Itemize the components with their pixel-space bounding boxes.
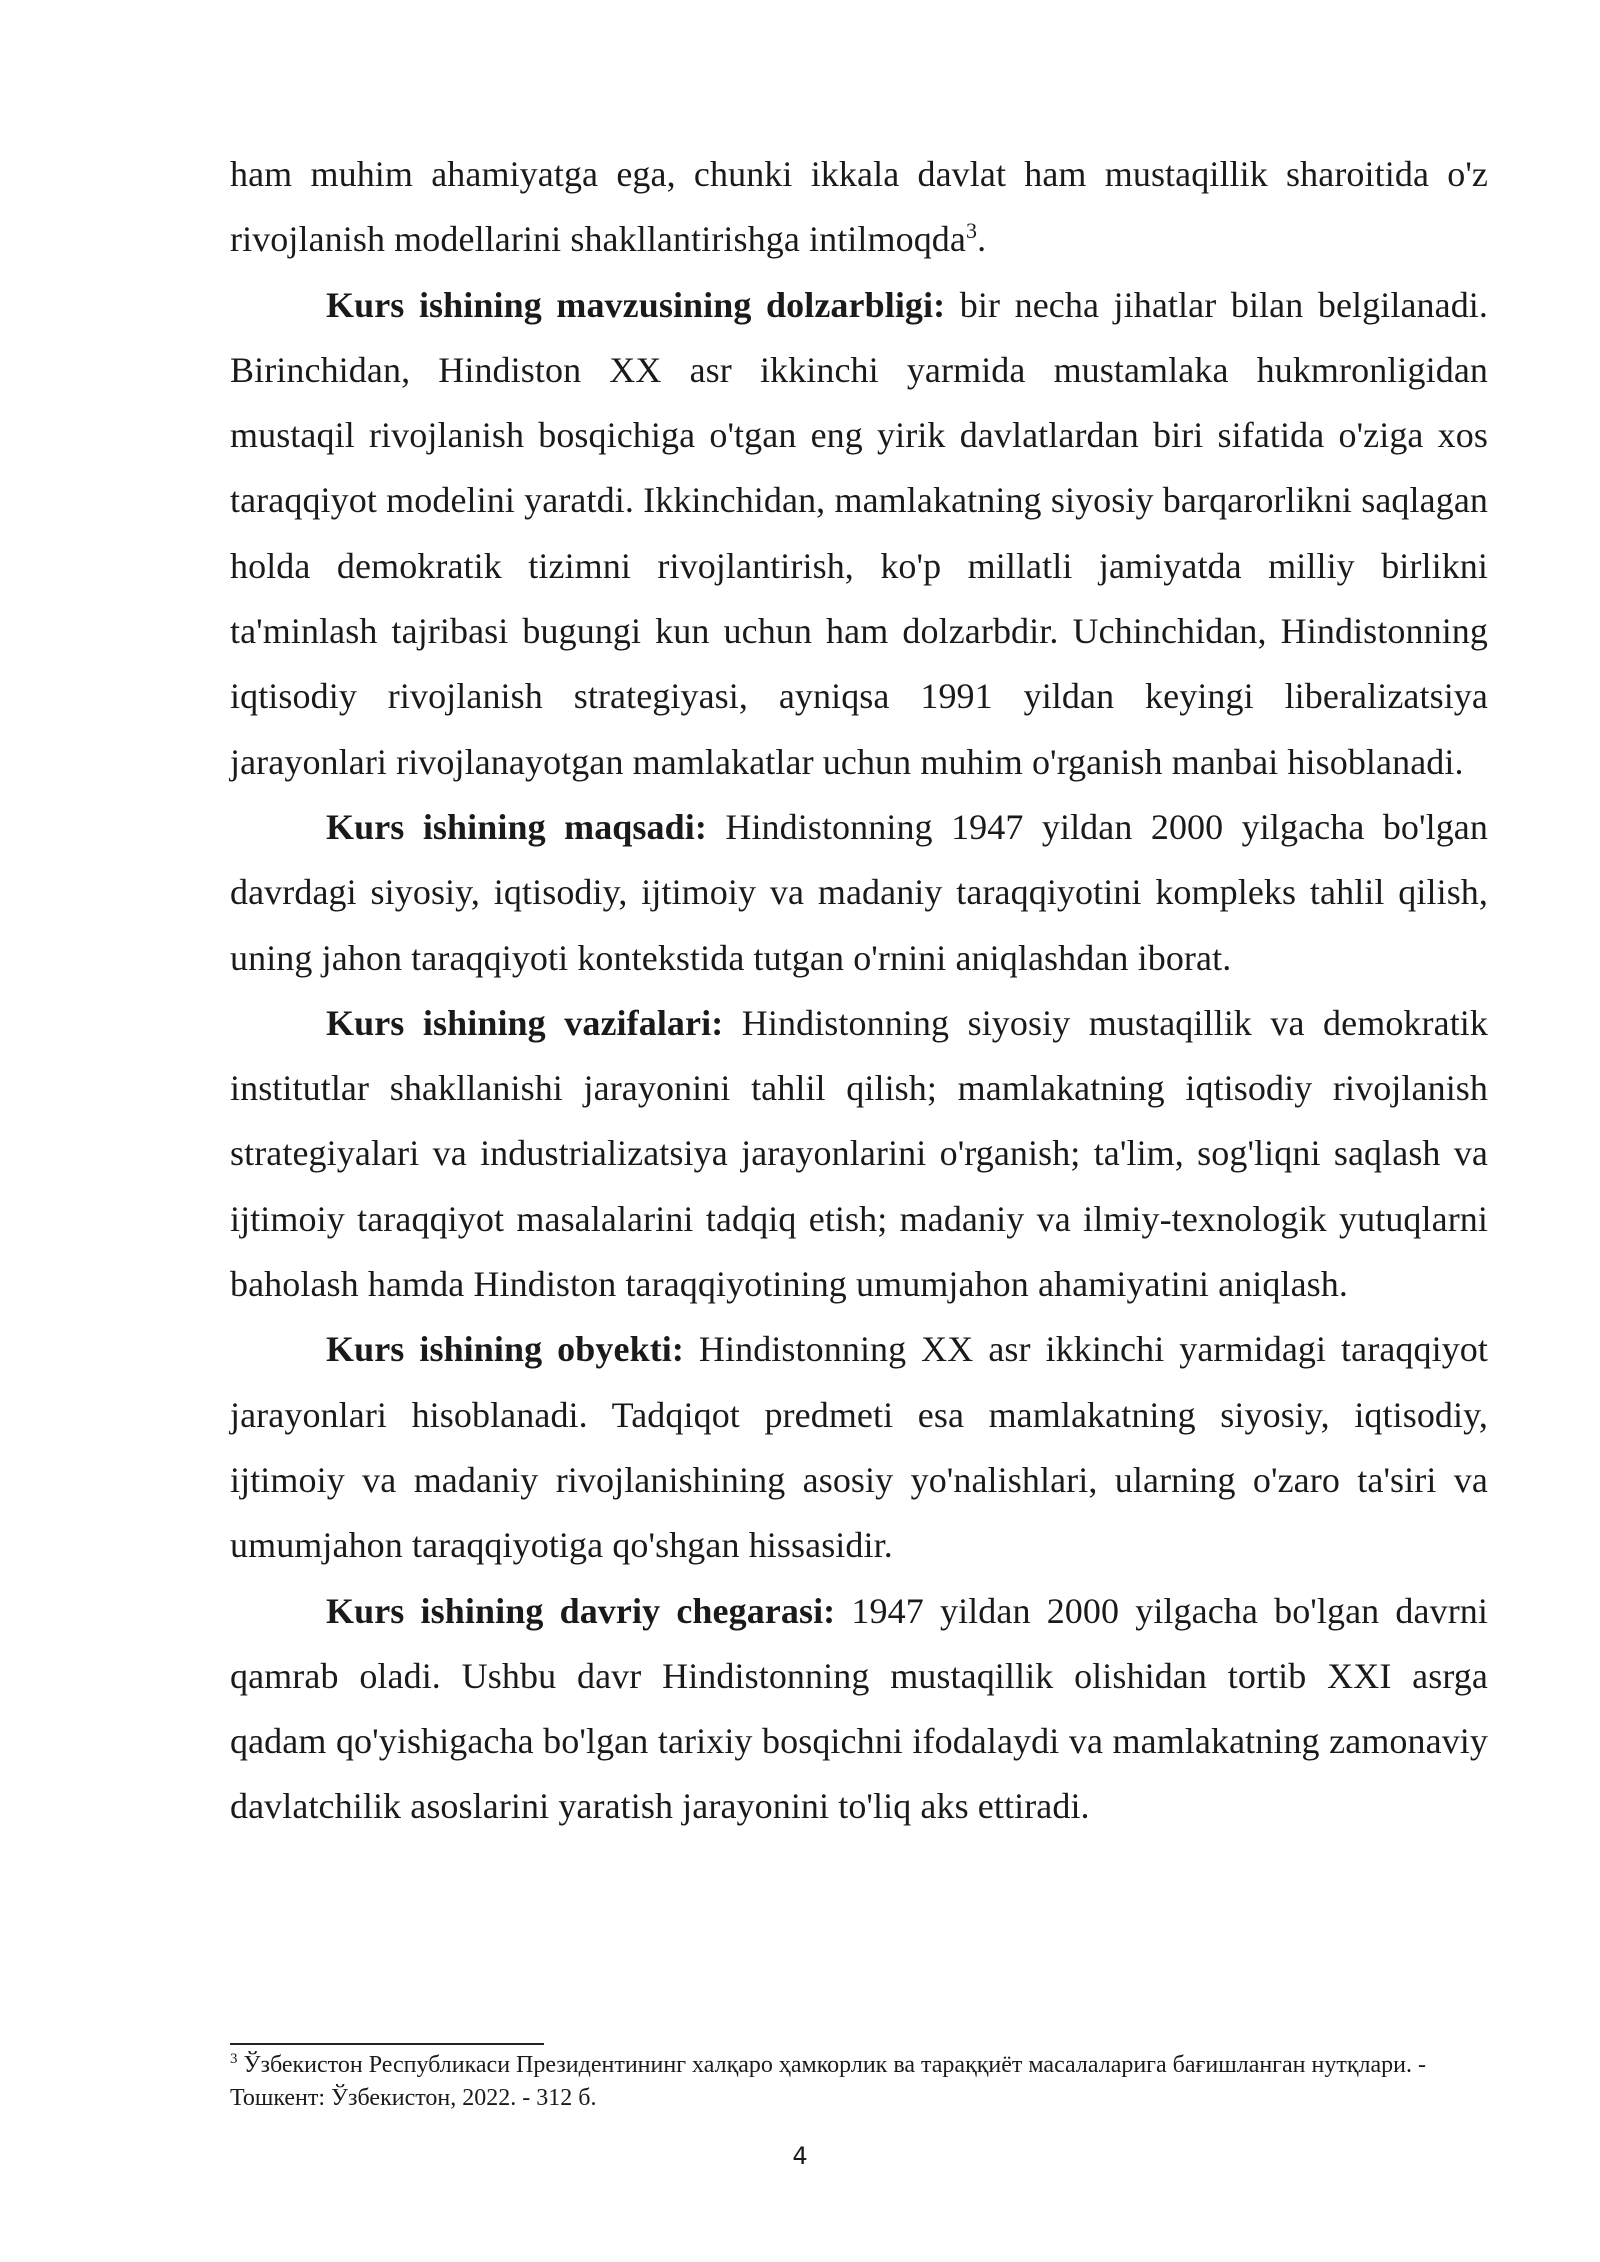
paragraph-text: Hindistonning 1947 yildan 2000 yilgacha bo'lgan davrdagi siyosiy, iqtisodiy, ijtimoiy va madaniy taraqqiyotini kompleks tahlil qilish, uning jahon taraqqiyoti kontekstida tutgan o'rnini aniqlashdan iborat.: [230, 806, 1488, 978]
paragraph-heading: Kurs ishining mavzusining dolzarbligi:: [326, 284, 946, 325]
footnote-reference: 3: [965, 218, 978, 244]
footnote: [230, 2049, 1488, 2115]
paragraph-goal: [230, 795, 1488, 991]
footnote-text: Ўзбекистон Республикаси Президентининг халқаро ҳамкорлик ва тараққиёт масалаларига бағишланган нутқлари. - Тошкент: Ўзбекистон, 2022. - 312 б.: [230, 2052, 1426, 2111]
body-text: [230, 142, 1488, 1840]
paragraph-text: ham muhim ahamiyatga ega, chunki ikkala davlat ham mustaqillik sharoitida o'z rivojlanish modellarini shakllantirishga intilmoqda: [230, 154, 1488, 260]
paragraph-text: Hindistonning XX asr ikkinchi yarmidagi taraqqiyot jarayonlari hisoblanadi. Tadqiqot predmeti esa mamlakatning siyosiy, iqtisodiy, ijtimoiy va madaniy rivojlanishining asosiy yo'nalishlari, ularning o'zaro ta'siri va umumjahon taraqqiyotiga qo'shgan hissasidir.: [230, 1329, 1488, 1566]
paragraph-heading: Kurs ishining obyekti:: [326, 1329, 684, 1370]
paragraph-heading: Kurs ishining maqsadi:: [326, 806, 707, 847]
paragraph-text: bir necha jihatlar bilan belgilanadi. Birinchidan, Hindiston XX asr ikkinchi yarmida mustamlaka hukmronligidan mustaqil rivojlanish bosqichiga o'tgan eng yirik davlatlardan biri sifatida o'ziga xos taraqqiyot modelini yaratdi. Ikkinchidan, mamlakatning siyosiy barqarorlikni saqlagan holda demokratik tizimni rivojlantirish, ko'p millatli jamiyatda milliy birlikni ta'minlash tajribasi bugungi kun uchun ham dolzarbdir. Uchinchidan, Hindistonning iqtisodiy rivojlanish strategiyasi, ayniqsa 1991 yildan keyingi liberalizatsiya jarayonlari rivojlanayotgan mamlakatlar uchun muhim o'rganish manbai hisoblanadi.: [230, 284, 1488, 782]
footnote-separator: [230, 2043, 544, 2045]
paragraph-continuation: [230, 142, 1488, 273]
paragraph-object: [230, 1317, 1488, 1578]
footnote-number: 3: [230, 2051, 238, 2067]
paragraph-heading: Kurs ishining davriy chegarasi:: [326, 1590, 836, 1631]
paragraph-relevance: [230, 273, 1488, 795]
paragraph-period: [230, 1579, 1488, 1840]
paragraph-text: Hindistonning siyosiy mustaqillik va demokratik institutlar shakllanishi jarayonini tahlil qilish; mamlakatning iqtisodiy rivojlanish strategiyalari va industrializatsiya jarayonlarini o'rganish; ta'lim, sog'liqni saqlash va ijtimoiy taraqqiyot masalalarini tadqiq etish; madaniy va ilmiy-texnologik yutuqlarni baholash hamda Hindiston taraqqiyotining umumjahon ahamiyatini aniqlash.: [230, 1002, 1489, 1305]
page-number: 4: [792, 2142, 808, 2170]
paragraph-heading: Kurs ishining vazifalari:: [326, 1002, 724, 1043]
paragraph-text: 1947 yildan 2000 yilgacha bo'lgan davrni qamrab oladi. Ushbu davr Hindistonning mustaqillik olishidan tortib XXI asrga qadam qo'yishigacha bo'lgan tarixiy bosqichni ifodalaydi va mamlakatning zamonaviy davlatchilik asoslarini yaratish jarayonini to'liq aks ettiradi.: [230, 1590, 1488, 1827]
paragraph-tasks: [230, 991, 1488, 1317]
paragraph-tail: .: [977, 219, 987, 260]
